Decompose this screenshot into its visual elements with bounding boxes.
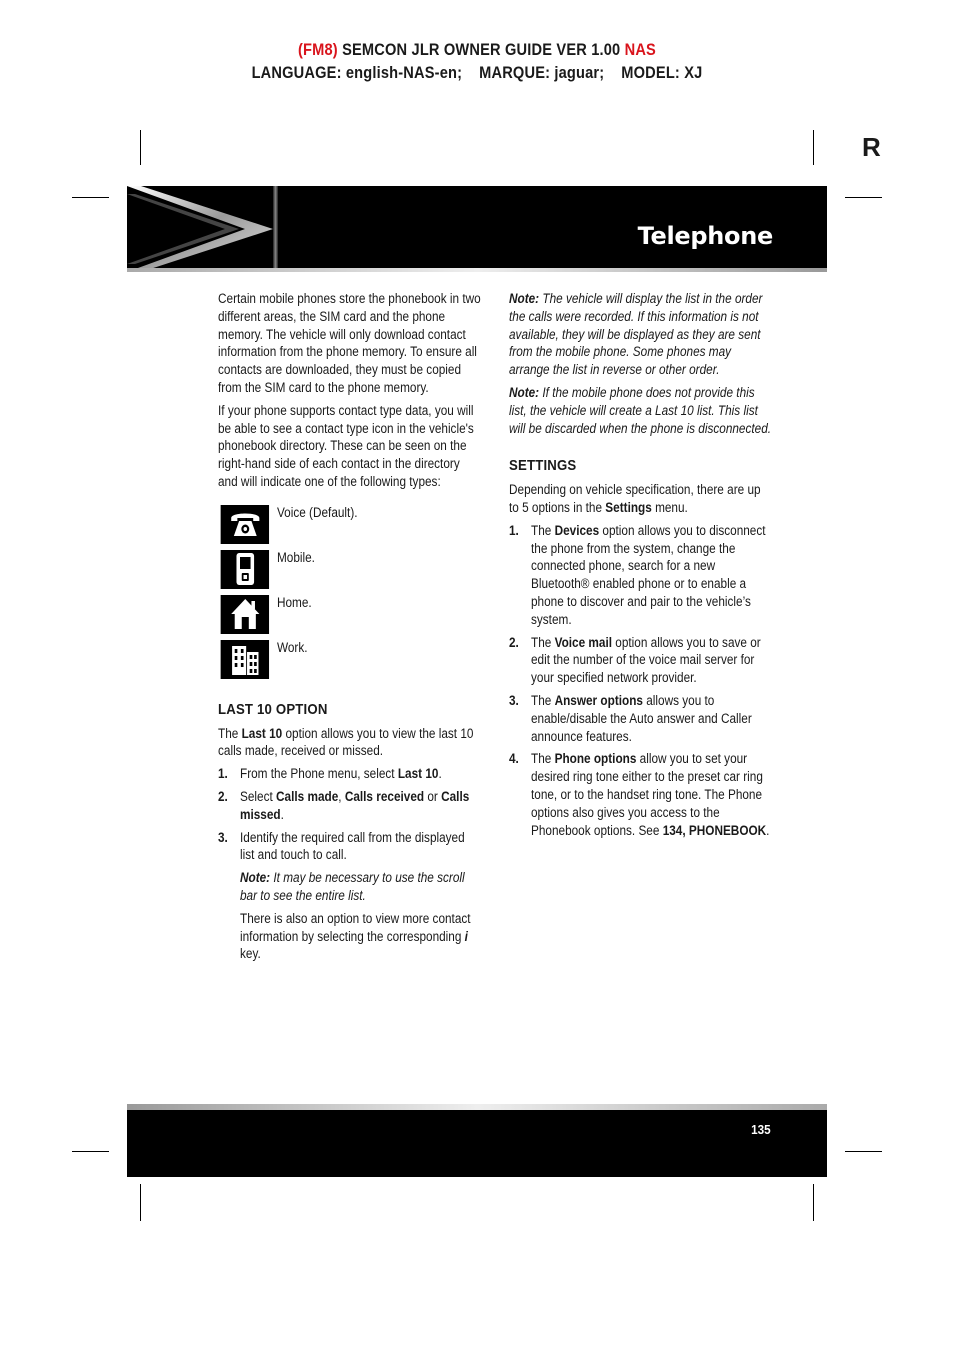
- crop-mark: [813, 130, 814, 165]
- voice-phone-icon: [221, 505, 269, 544]
- home-icon: [221, 595, 269, 634]
- right-column: [509, 290, 773, 844]
- crop-mark: [140, 130, 141, 165]
- header-main: SEMCON JLR OWNER GUIDE VER 1.00: [337, 40, 625, 59]
- banner-separator: [273, 186, 278, 272]
- list-item: 1. From the Phone menu, select Last 10.: [218, 766, 442, 782]
- list-item: 3. Identify the required call from the displayed list and touch to call. Note: It may be necessary to use the scroll bar to see the entire list. There is also an option to view more contact information by selecting the corresponding i key.: [218, 829, 482, 964]
- list-item: 3. The Answer options allows you to enable/disable the Auto answer and Caller announce features.: [509, 692, 752, 744]
- crop-mark: [72, 1151, 109, 1152]
- crop-mark: [140, 1184, 141, 1221]
- left-column: [218, 290, 482, 968]
- list-item: 4. The Phone options allow you to set your desired ring tone either to the preset car ring tone, or to the handset ring tone. The Phone options also gives you access to the Phonebook options. See 134, PHONEBOOK.: [509, 751, 770, 838]
- settings-options: [509, 522, 773, 840]
- crop-mark: [72, 197, 109, 198]
- work-building-icon: [221, 640, 269, 679]
- contact-type-icon-list: [218, 505, 482, 685]
- paragraph: Depending on vehicle specification, there are up to 5 options in the Settings menu.: [509, 482, 761, 515]
- icon-label: Home.: [276, 594, 312, 610]
- list-item: [218, 640, 482, 685]
- icon-label: Voice (Default).: [276, 504, 358, 520]
- list-item: [218, 595, 482, 640]
- crop-mark: [845, 197, 882, 198]
- note: Note: If the mobile phone does not provide this list, the vehicle will create a Last 10 list. This list will be discarded when the phone is disconnected.: [509, 384, 772, 436]
- doc-header-line-1: [67, 40, 887, 60]
- chevron-graphic-icon: [127, 186, 277, 272]
- crop-mark: [845, 1151, 882, 1152]
- registration-mark: R: [862, 132, 881, 162]
- section-banner: [127, 186, 827, 272]
- list-item: [218, 550, 482, 595]
- doc-header-line-2: LANGUAGE: english-NAS-en; MARQUE: jaguar; MODEL: XJ: [251, 63, 703, 82]
- banner-stripe: [127, 268, 827, 272]
- footer-stripe: [127, 1104, 827, 1110]
- page-title: Telephone: [637, 222, 773, 250]
- crop-mark: [813, 1184, 814, 1221]
- list-item: 2. The Voice mail option allows you to save or edit the number of the voice mail server for your specified network provider.: [509, 634, 761, 686]
- page-footer: [127, 1104, 827, 1177]
- icon-label: Mobile.: [276, 549, 315, 565]
- icon-label: Work.: [276, 639, 308, 655]
- list-item: 1. The Devices option allows you to disconnect the phone from the system, change the connected phone, search for a new Bluetooth® enabled phone or to enable a phone to discover and pair to the vehicle’s system.: [509, 522, 766, 627]
- note: Note: The vehicle will display the list in the order the calls were recorded. If this information is not available, they will be displayed as they are sent from the mobile phone. Some phones may arrange the list in reverse or other order.: [509, 291, 763, 378]
- paragraph: Certain mobile phones store the phonebook in two different areas, the SIM card and the phone memory. The vehicle will only download contact information from the phone memory. To ensure all contacts are downloaded, they must be copied from the SIM card to the phone memory.: [218, 291, 481, 395]
- paragraph: The Last 10 option allows you to view the last 10 calls made, received or missed.: [218, 725, 474, 759]
- mobile-phone-icon: [221, 550, 269, 589]
- list-item: 2. Select Calls made, Calls received or Calls missed.: [218, 788, 470, 822]
- paragraph: If your phone supports contact type data, you will be able to see a contact type icon in the vehicle's phonebook directory. These can be seen on the right-hand side of each contact in the directory and will indicate one of the following types:: [218, 402, 474, 489]
- page-number: 135: [751, 1122, 771, 1137]
- header-suffix: NAS: [624, 40, 656, 59]
- section-heading-settings: SETTINGS: [509, 457, 577, 475]
- list-item: [218, 505, 482, 550]
- last-10-steps: [218, 765, 482, 963]
- section-heading-last-10: LAST 10 OPTION: [218, 700, 328, 718]
- note: Note: It may be necessary to use the scroll bar to see the entire list.: [240, 870, 465, 903]
- header-prefix: (FM8): [297, 40, 338, 59]
- cross-reference-link[interactable]: 134, PHONEBOOK: [662, 822, 767, 838]
